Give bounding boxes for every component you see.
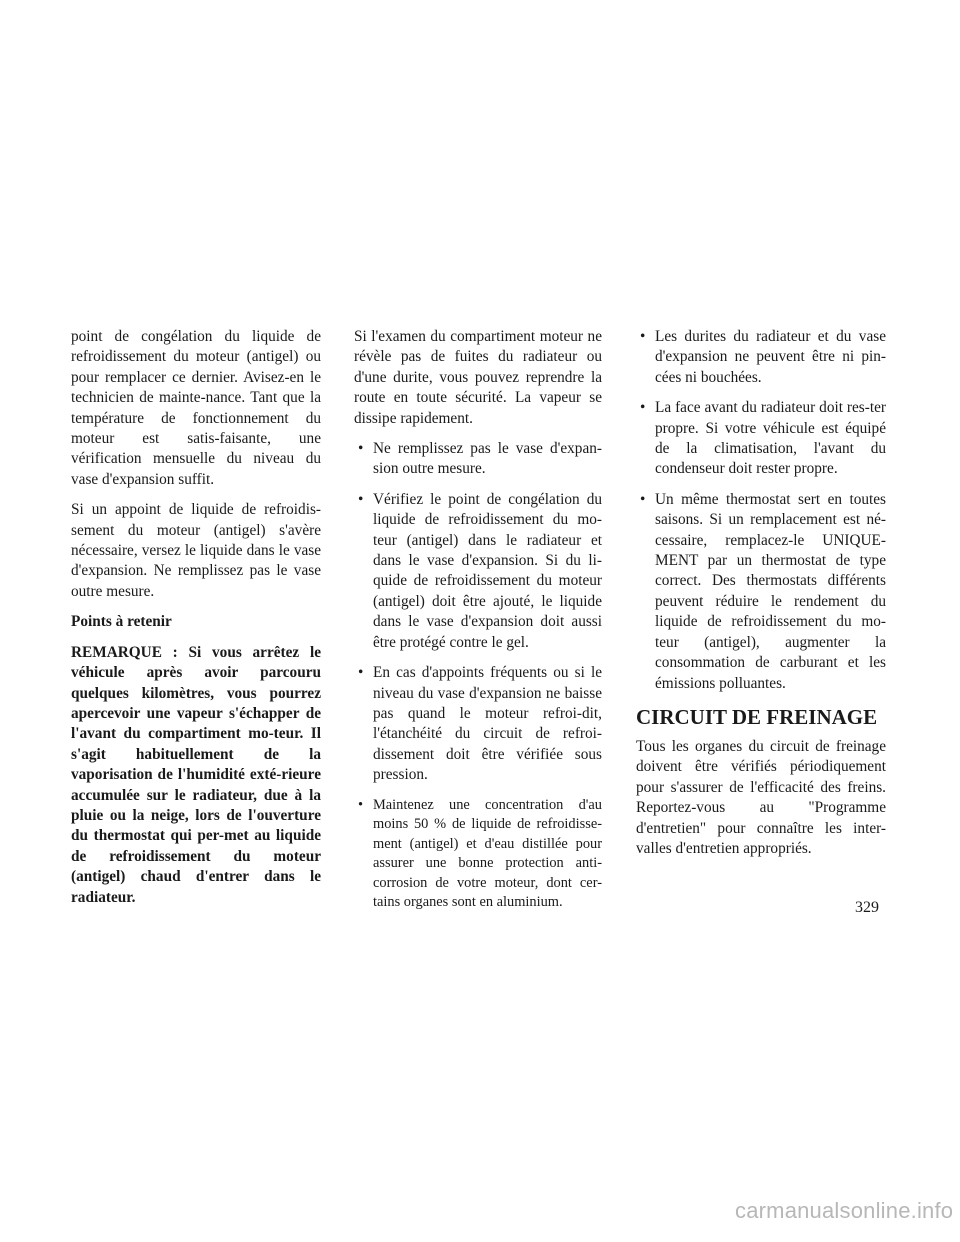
list-item-text: Maintenez une concentration d'au moins 50 % de liquide de refroidisse-ment (antigel) et d'eau distillée pour assurer une bonne protection anti-corrosion de votre moteur, dont cer-tains organes sont en aluminium.	[373, 796, 602, 911]
middle-column	[354, 327, 602, 923]
list-item	[636, 490, 886, 694]
list-item-text: Ne remplissez pas le vase d'expan-sion outre mesure.	[373, 440, 602, 478]
radiator-bullet-list	[636, 327, 886, 694]
section-title-brake-system: CIRCUIT DE FREINAGE	[636, 704, 878, 729]
list-item	[354, 796, 602, 913]
list-item	[354, 439, 602, 480]
note-steam-warning: REMARQUE : Si vous arrêtez le véhicule après avoir parcouru quelques kilomètres, vous pourrez apercevoir une vapeur s'échapper de l'avant du compartiment mo-teur. Il s'agit habituellement de la vaporisation de l'humidité exté-rieure accumulée sur le radiateur, due à la pluie ou la neige, lors de l'ouverture du thermostat qui per-met au liquide de refroidissement du moteur (antigel) chaud d'entrer dans le radiateur.	[71, 643, 321, 906]
paragraph-brake-inspection: Tous les organes du circuit de freinage doivent être vérifiés périodiquement pour s'assurer de l'efficacité des freins. Reportez-vous au "Programme d'entretien" pour connaître les inter-valles d'entretien appropriés.	[636, 737, 886, 857]
list-item-text: Vérifiez le point de congélation du liquide de refroidissement du mo-teur (antigel) dans le radiateur et dans le vase d'expansion. Si du li-quide de refroidissement du moteur (antigel) doit être ajouté, le liquide dans le vase d'expansion doit aussi être protégé contre le gel.	[373, 490, 602, 651]
heading-points-to-remember: Points à retenir	[71, 613, 172, 631]
list-item	[636, 398, 886, 480]
list-item	[354, 663, 602, 785]
paragraph-engine-inspection: Si l'examen du compartiment moteur ne révèle pas de fuites du radiateur ou d'une durite, vous pouvez reprendre la route en toute sécurité. La vapeur se dissipe rapidement.	[354, 328, 602, 427]
list-item-text: Les durites du radiateur et du vase d'expansion ne peuvent être ni pin-cées ni bouchées.	[655, 328, 886, 386]
list-item	[354, 490, 602, 653]
list-item-text: En cas d'appoints fréquents ou si le niveau du vase d'expansion ne baisse pas quand le moteur refroi-dit, l'étanchéité du circuit de refroi-dissement doit être vérifiée sous pression.	[373, 664, 602, 784]
list-item-text: Un même thermostat sert en toutes saisons. Si un remplacement est né-cessaire, remplacez-le UNIQUE-MENT par un thermostat de type correct. Des thermostats différents peuvent réduire le rendement du liquide de refroidissement du mo-teur (antigel), augmenter la consommation de carburant et les émissions polluantes.	[655, 490, 886, 692]
bullet-icon: •	[640, 490, 646, 508]
paragraph-coolant-top-up: Si un appoint de liquide de refroidis-sement du moteur (antigel) s'avère nécessaire, versez le liquide dans le vase d'expansion. Ne remplissez pas le vase outre mesure.	[71, 501, 321, 600]
bullet-icon: •	[358, 796, 364, 813]
coolant-bullet-list	[354, 439, 602, 913]
bullet-icon: •	[640, 399, 646, 417]
bullet-icon: •	[358, 490, 364, 508]
bullet-icon: •	[640, 328, 646, 345]
right-column	[636, 327, 886, 869]
left-column	[71, 327, 321, 918]
bullet-icon: •	[358, 664, 364, 682]
page-number: 329	[855, 899, 879, 916]
list-item-text: La face avant du radiateur doit res-ter propre. Si votre véhicule est équipé de la climatisation, l'avant du condenseur doit rester propre.	[655, 399, 886, 478]
paragraph-freezing-point: point de congélation du liquide de refroidissement du moteur (antigel) ou pour remplacer ce dernier. Avisez-en le technicien de mainte-nance. Tant que la température de fonctionnement du moteur est satis-faisante, une vérification mensuelle du niveau du vase d'expansion suffit.	[71, 328, 321, 488]
list-item	[636, 327, 886, 388]
watermark: carmanualsonline.info	[735, 1198, 954, 1223]
bullet-icon: •	[358, 440, 364, 458]
